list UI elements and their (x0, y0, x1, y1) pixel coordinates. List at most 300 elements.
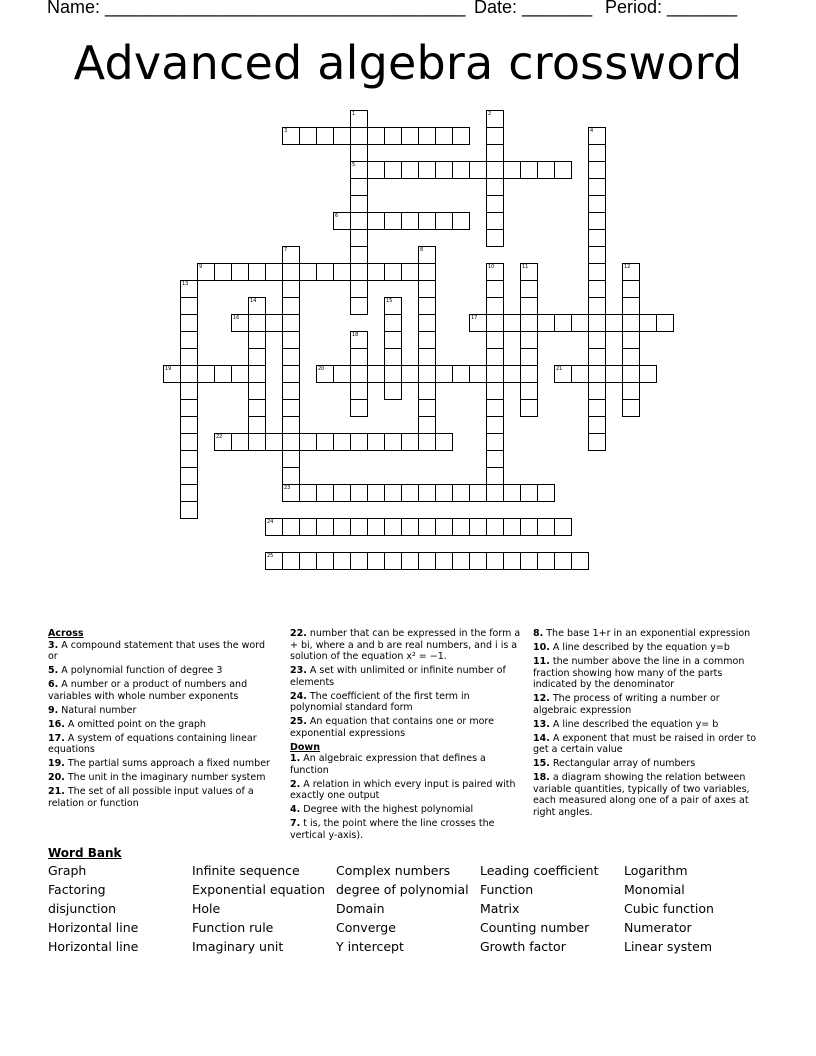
grid-cell[interactable] (486, 433, 504, 451)
grid-cell[interactable] (537, 314, 555, 332)
grid-cell[interactable] (520, 552, 538, 570)
grid-cell[interactable] (367, 518, 385, 536)
grid-cell[interactable] (180, 297, 198, 315)
grid-cell[interactable] (588, 246, 606, 264)
grid-cell[interactable] (554, 365, 572, 383)
grid-cell[interactable] (282, 263, 300, 281)
grid-cell[interactable] (486, 416, 504, 434)
grid-cell[interactable] (180, 467, 198, 485)
grid-cell[interactable] (486, 348, 504, 366)
grid-cell[interactable] (418, 382, 436, 400)
grid-cell[interactable] (350, 484, 368, 502)
grid-cell[interactable] (435, 518, 453, 536)
grid-cell[interactable] (333, 212, 351, 230)
grid-cell[interactable] (571, 365, 589, 383)
grid-cell[interactable] (316, 365, 334, 383)
grid-cell[interactable] (231, 314, 249, 332)
grid-cell[interactable] (452, 365, 470, 383)
grid-cell[interactable] (622, 263, 640, 281)
word-bank-heading: Word Bank (48, 846, 122, 860)
word-bank-word: Horizontal line (48, 939, 139, 954)
grid-cell[interactable] (520, 348, 538, 366)
grid-cell[interactable] (418, 552, 436, 570)
word-bank-word: degree of polynomial (336, 882, 469, 897)
grid-cell[interactable] (537, 518, 555, 536)
across-clue (48, 786, 276, 809)
grid-cell[interactable] (248, 348, 266, 366)
grid-cell[interactable] (248, 416, 266, 434)
grid-cell[interactable] (486, 127, 504, 145)
grid-cell[interactable] (520, 314, 538, 332)
grid-cell[interactable] (367, 552, 385, 570)
down-clue (533, 733, 765, 756)
grid-cell[interactable] (316, 433, 334, 451)
grid-cell[interactable] (350, 365, 368, 383)
grid-cell[interactable] (248, 399, 266, 417)
grid-cell[interactable] (435, 552, 453, 570)
word-bank-word: Domain (336, 901, 385, 916)
grid-cell[interactable] (350, 518, 368, 536)
grid-cell[interactable] (197, 365, 215, 383)
grid-cell[interactable] (452, 127, 470, 145)
grid-cell[interactable] (367, 484, 385, 502)
grid-cell[interactable] (520, 331, 538, 349)
word-bank-word: Converge (336, 920, 396, 935)
grid-cell[interactable] (248, 433, 266, 451)
grid-cell[interactable] (180, 348, 198, 366)
grid-cell[interactable] (265, 433, 283, 451)
grid-cell[interactable] (588, 399, 606, 417)
grid-cell[interactable] (180, 331, 198, 349)
word-bank-word: Y intercept (336, 939, 404, 954)
grid-cell[interactable] (180, 314, 198, 332)
grid-cell[interactable] (622, 297, 640, 315)
grid-cell[interactable] (265, 263, 283, 281)
across-clue (48, 758, 276, 770)
grid-cell[interactable] (503, 161, 521, 179)
grid-cell[interactable] (554, 314, 572, 332)
grid-cell[interactable] (486, 518, 504, 536)
grid-cell[interactable] (384, 552, 402, 570)
grid-cell[interactable] (367, 161, 385, 179)
grid-cell[interactable] (622, 280, 640, 298)
grid-cell[interactable] (520, 365, 538, 383)
grid-cell[interactable] (520, 382, 538, 400)
grid-cell[interactable] (367, 365, 385, 383)
grid-cell[interactable] (265, 314, 283, 332)
grid-cell[interactable] (520, 518, 538, 536)
grid-cell[interactable] (367, 127, 385, 145)
grid-cell[interactable] (554, 552, 572, 570)
grid-cell[interactable] (486, 297, 504, 315)
grid-cell[interactable] (452, 212, 470, 230)
grid-cell[interactable] (605, 365, 623, 383)
grid-cell[interactable] (384, 382, 402, 400)
grid-cell[interactable] (401, 484, 419, 502)
grid-cell[interactable] (282, 484, 300, 502)
clue-number: 3 (284, 128, 288, 134)
grid-cell[interactable] (588, 365, 606, 383)
grid-cell[interactable] (316, 518, 334, 536)
grid-cell[interactable] (401, 263, 419, 281)
grid-cell[interactable] (486, 178, 504, 196)
grid-cell[interactable] (401, 365, 419, 383)
grid-cell[interactable] (384, 331, 402, 349)
grid-cell[interactable] (571, 552, 589, 570)
grid-cell[interactable] (384, 365, 402, 383)
grid-cell[interactable] (350, 212, 368, 230)
clue-number: 15 (386, 298, 393, 304)
grid-cell[interactable] (299, 127, 317, 145)
grid-cell[interactable] (503, 552, 521, 570)
grid-cell[interactable] (520, 280, 538, 298)
grid-cell[interactable] (418, 518, 436, 536)
grid-cell[interactable] (401, 161, 419, 179)
grid-cell[interactable] (350, 399, 368, 417)
grid-cell[interactable] (435, 127, 453, 145)
period-field[interactable]: Period: _______ (605, 0, 738, 17)
grid-cell[interactable] (418, 399, 436, 417)
grid-cell[interactable] (622, 399, 640, 417)
clue-text: A line described the equation y= b (549, 718, 719, 730)
grid-cell[interactable] (469, 518, 487, 536)
down-clue (290, 804, 522, 816)
grid-cell[interactable] (282, 552, 300, 570)
grid-cell[interactable] (486, 263, 504, 281)
grid-cell[interactable] (180, 365, 198, 383)
grid-cell[interactable] (622, 382, 640, 400)
clue-number: 22 (216, 434, 223, 440)
grid-cell[interactable] (180, 399, 198, 417)
grid-cell[interactable] (452, 484, 470, 502)
grid-cell[interactable] (588, 212, 606, 230)
grid-cell[interactable] (418, 365, 436, 383)
grid-cell[interactable] (214, 433, 232, 451)
grid-cell[interactable] (401, 127, 419, 145)
clue-text: A number or a product of numbers and variables with whole number exponents (48, 679, 248, 702)
grid-cell[interactable] (418, 416, 436, 434)
grid-cell[interactable] (554, 518, 572, 536)
grid-cell[interactable] (622, 331, 640, 349)
grid-cell[interactable] (282, 365, 300, 383)
grid-cell[interactable] (588, 331, 606, 349)
grid-cell[interactable] (282, 450, 300, 468)
grid-cell[interactable] (418, 348, 436, 366)
grid-cell[interactable] (588, 382, 606, 400)
grid-cell[interactable] (367, 212, 385, 230)
grid-cell[interactable] (231, 365, 249, 383)
grid-cell[interactable] (469, 552, 487, 570)
grid-cell[interactable] (452, 161, 470, 179)
grid-cell[interactable] (333, 127, 351, 145)
grid-cell[interactable] (486, 450, 504, 468)
grid-cell[interactable] (537, 552, 555, 570)
clue-text: a diagram showing the relation between variable quantities, typically of two variables, each measured along one of a pair of axes at right angles. (533, 772, 750, 818)
grid-cell[interactable] (350, 246, 368, 264)
clue-number-label: 12. (533, 693, 550, 704)
grid-cell[interactable] (248, 331, 266, 349)
grid-cell[interactable] (588, 348, 606, 366)
grid-cell[interactable] (316, 127, 334, 145)
grid-cell[interactable] (282, 246, 300, 264)
grid-cell[interactable] (265, 518, 283, 536)
grid-cell[interactable] (282, 314, 300, 332)
grid-cell[interactable] (418, 161, 436, 179)
grid-cell[interactable] (486, 331, 504, 349)
grid-cell[interactable] (384, 348, 402, 366)
grid-cell[interactable] (384, 518, 402, 536)
grid-cell[interactable] (452, 552, 470, 570)
grid-cell[interactable] (282, 467, 300, 485)
clue-number: 12 (624, 264, 631, 270)
down-clue (290, 779, 522, 802)
grid-cell[interactable] (520, 484, 538, 502)
word-bank-word: Infinite sequence (192, 863, 300, 878)
grid-cell[interactable] (316, 484, 334, 502)
grid-cell[interactable] (350, 331, 368, 349)
grid-cell[interactable] (333, 365, 351, 383)
grid-cell[interactable] (214, 365, 232, 383)
grid-cell[interactable] (282, 331, 300, 349)
grid-cell[interactable] (486, 110, 504, 128)
grid-cell[interactable] (180, 450, 198, 468)
grid-cell[interactable] (486, 552, 504, 570)
word-bank-word: Leading coefficient (480, 863, 599, 878)
grid-cell[interactable] (401, 212, 419, 230)
grid-cell[interactable] (401, 433, 419, 451)
clue-text: A line described by the equation y=b (549, 642, 730, 653)
grid-cell[interactable] (333, 552, 351, 570)
grid-cell[interactable] (486, 229, 504, 247)
grid-cell[interactable] (537, 484, 555, 502)
word-bank-word: Complex numbers (336, 863, 451, 878)
grid-cell[interactable] (214, 263, 232, 281)
grid-cell[interactable] (588, 416, 606, 434)
grid-cell[interactable] (588, 297, 606, 315)
grid-cell[interactable] (350, 161, 368, 179)
grid-cell[interactable] (316, 263, 334, 281)
grid-cell[interactable] (282, 127, 300, 145)
grid-cell[interactable] (384, 297, 402, 315)
clue-number-label: 9. (48, 704, 59, 716)
grid-cell[interactable] (588, 127, 606, 145)
grid-cell[interactable] (248, 365, 266, 383)
grid-cell[interactable] (350, 178, 368, 196)
grid-cell[interactable] (180, 484, 198, 502)
grid-cell[interactable] (418, 246, 436, 264)
clue-number: 4 (590, 128, 594, 134)
grid-cell[interactable] (435, 161, 453, 179)
grid-cell[interactable] (469, 484, 487, 502)
grid-cell[interactable] (588, 263, 606, 281)
grid-cell[interactable] (588, 161, 606, 179)
grid-cell[interactable] (384, 127, 402, 145)
grid-cell[interactable] (435, 212, 453, 230)
grid-cell[interactable] (588, 229, 606, 247)
grid-cell[interactable] (384, 433, 402, 451)
grid-cell[interactable] (520, 297, 538, 315)
grid-cell[interactable] (350, 229, 368, 247)
name-field[interactable]: Name: ____________________________________ (47, 0, 466, 17)
grid-cell[interactable] (248, 382, 266, 400)
grid-cell[interactable] (622, 348, 640, 366)
grid-cell[interactable] (486, 161, 504, 179)
grid-cell[interactable] (537, 161, 555, 179)
grid-cell[interactable] (554, 161, 572, 179)
grid-cell[interactable] (588, 144, 606, 162)
grid-cell[interactable] (418, 331, 436, 349)
clue-number: 11 (522, 264, 529, 270)
grid-cell[interactable] (656, 314, 674, 332)
grid-cell[interactable] (503, 518, 521, 536)
grid-cell[interactable] (197, 263, 215, 281)
grid-cell[interactable] (282, 382, 300, 400)
grid-cell[interactable] (588, 195, 606, 213)
grid-cell[interactable] (622, 314, 640, 332)
grid-cell[interactable] (282, 297, 300, 315)
down-clue (533, 693, 765, 716)
grid-cell[interactable] (350, 552, 368, 570)
grid-cell[interactable] (282, 433, 300, 451)
grid-cell[interactable] (588, 178, 606, 196)
grid-cell[interactable] (384, 484, 402, 502)
grid-cell[interactable] (180, 416, 198, 434)
grid-cell[interactable] (486, 467, 504, 485)
grid-cell[interactable] (350, 348, 368, 366)
grid-cell[interactable] (384, 212, 402, 230)
grid-cell[interactable] (333, 518, 351, 536)
grid-cell[interactable] (486, 195, 504, 213)
clue-number: 6 (335, 213, 339, 219)
grid-cell[interactable] (605, 314, 623, 332)
grid-cell[interactable] (435, 433, 453, 451)
grid-cell[interactable] (367, 263, 385, 281)
grid-cell[interactable] (622, 365, 640, 383)
grid-cell[interactable] (469, 314, 487, 332)
grid-cell[interactable] (367, 433, 385, 451)
grid-cell[interactable] (639, 365, 657, 383)
grid-cell[interactable] (418, 433, 436, 451)
grid-cell[interactable] (316, 552, 334, 570)
grid-cell[interactable] (520, 161, 538, 179)
grid-cell[interactable] (333, 263, 351, 281)
grid-cell[interactable] (418, 484, 436, 502)
date-field[interactable]: Date: _______ (474, 0, 593, 17)
grid-cell[interactable] (180, 382, 198, 400)
grid-cell[interactable] (418, 212, 436, 230)
grid-cell[interactable] (401, 518, 419, 536)
grid-cell[interactable] (350, 433, 368, 451)
grid-cell[interactable] (503, 314, 521, 332)
grid-cell[interactable] (231, 433, 249, 451)
grid-cell[interactable] (588, 314, 606, 332)
grid-cell[interactable] (435, 484, 453, 502)
grid-cell[interactable] (350, 297, 368, 315)
clue-number: 13 (182, 281, 189, 287)
grid-cell[interactable] (265, 552, 283, 570)
grid-cell[interactable] (486, 314, 504, 332)
grid-cell[interactable] (418, 314, 436, 332)
grid-cell[interactable] (452, 518, 470, 536)
grid-cell[interactable] (469, 365, 487, 383)
word-bank-word: Numerator (624, 920, 692, 935)
grid-cell[interactable] (350, 144, 368, 162)
grid-cell[interactable] (282, 348, 300, 366)
grid-cell[interactable] (486, 212, 504, 230)
grid-cell[interactable] (486, 144, 504, 162)
grid-cell[interactable] (299, 263, 317, 281)
grid-cell[interactable] (282, 416, 300, 434)
grid-cell[interactable] (418, 127, 436, 145)
grid-cell[interactable] (350, 127, 368, 145)
grid-cell[interactable] (350, 110, 368, 128)
clue-number-label: 4. (290, 804, 301, 815)
grid-cell[interactable] (333, 433, 351, 451)
grid-cell[interactable] (418, 263, 436, 281)
grid-cell[interactable] (486, 365, 504, 383)
grid-cell[interactable] (418, 280, 436, 298)
grid-cell[interactable] (248, 263, 266, 281)
grid-cell[interactable] (248, 297, 266, 315)
grid-cell[interactable] (299, 484, 317, 502)
grid-cell[interactable] (282, 280, 300, 298)
grid-cell[interactable] (350, 195, 368, 213)
grid-cell[interactable] (571, 314, 589, 332)
clue-number: 8 (420, 247, 424, 253)
grid-cell[interactable] (486, 484, 504, 502)
grid-cell[interactable] (639, 314, 657, 332)
clue-number-label: 16. (48, 718, 65, 730)
grid-cell[interactable] (384, 314, 402, 332)
grid-cell[interactable] (418, 297, 436, 315)
clue-number-label: 14. (533, 732, 550, 744)
across-clue (48, 733, 276, 756)
grid-cell[interactable] (299, 518, 317, 536)
grid-cell[interactable] (588, 280, 606, 298)
grid-cell[interactable] (299, 433, 317, 451)
grid-cell[interactable] (180, 280, 198, 298)
grid-cell[interactable] (299, 552, 317, 570)
grid-cell[interactable] (350, 280, 368, 298)
word-bank-word: Matrix (480, 901, 520, 916)
grid-cell[interactable] (588, 433, 606, 451)
grid-cell[interactable] (503, 365, 521, 383)
grid-cell[interactable] (384, 161, 402, 179)
clue-number-label: 19. (48, 758, 65, 769)
grid-cell[interactable] (231, 263, 249, 281)
grid-cell[interactable] (180, 433, 198, 451)
grid-cell[interactable] (486, 382, 504, 400)
grid-cell[interactable] (333, 484, 351, 502)
grid-cell[interactable] (401, 552, 419, 570)
grid-cell[interactable] (469, 161, 487, 179)
grid-cell[interactable] (384, 263, 402, 281)
grid-cell[interactable] (503, 484, 521, 502)
grid-cell[interactable] (520, 399, 538, 417)
clue-number: 24 (267, 519, 274, 525)
grid-cell[interactable] (350, 263, 368, 281)
grid-cell[interactable] (282, 399, 300, 417)
grid-cell[interactable] (350, 382, 368, 400)
grid-cell[interactable] (248, 314, 266, 332)
grid-cell[interactable] (520, 263, 538, 281)
grid-cell[interactable] (486, 280, 504, 298)
grid-cell[interactable] (180, 501, 198, 519)
grid-cell[interactable] (163, 365, 181, 383)
grid-cell[interactable] (435, 365, 453, 383)
grid-cell[interactable] (486, 399, 504, 417)
grid-cell[interactable] (282, 518, 300, 536)
